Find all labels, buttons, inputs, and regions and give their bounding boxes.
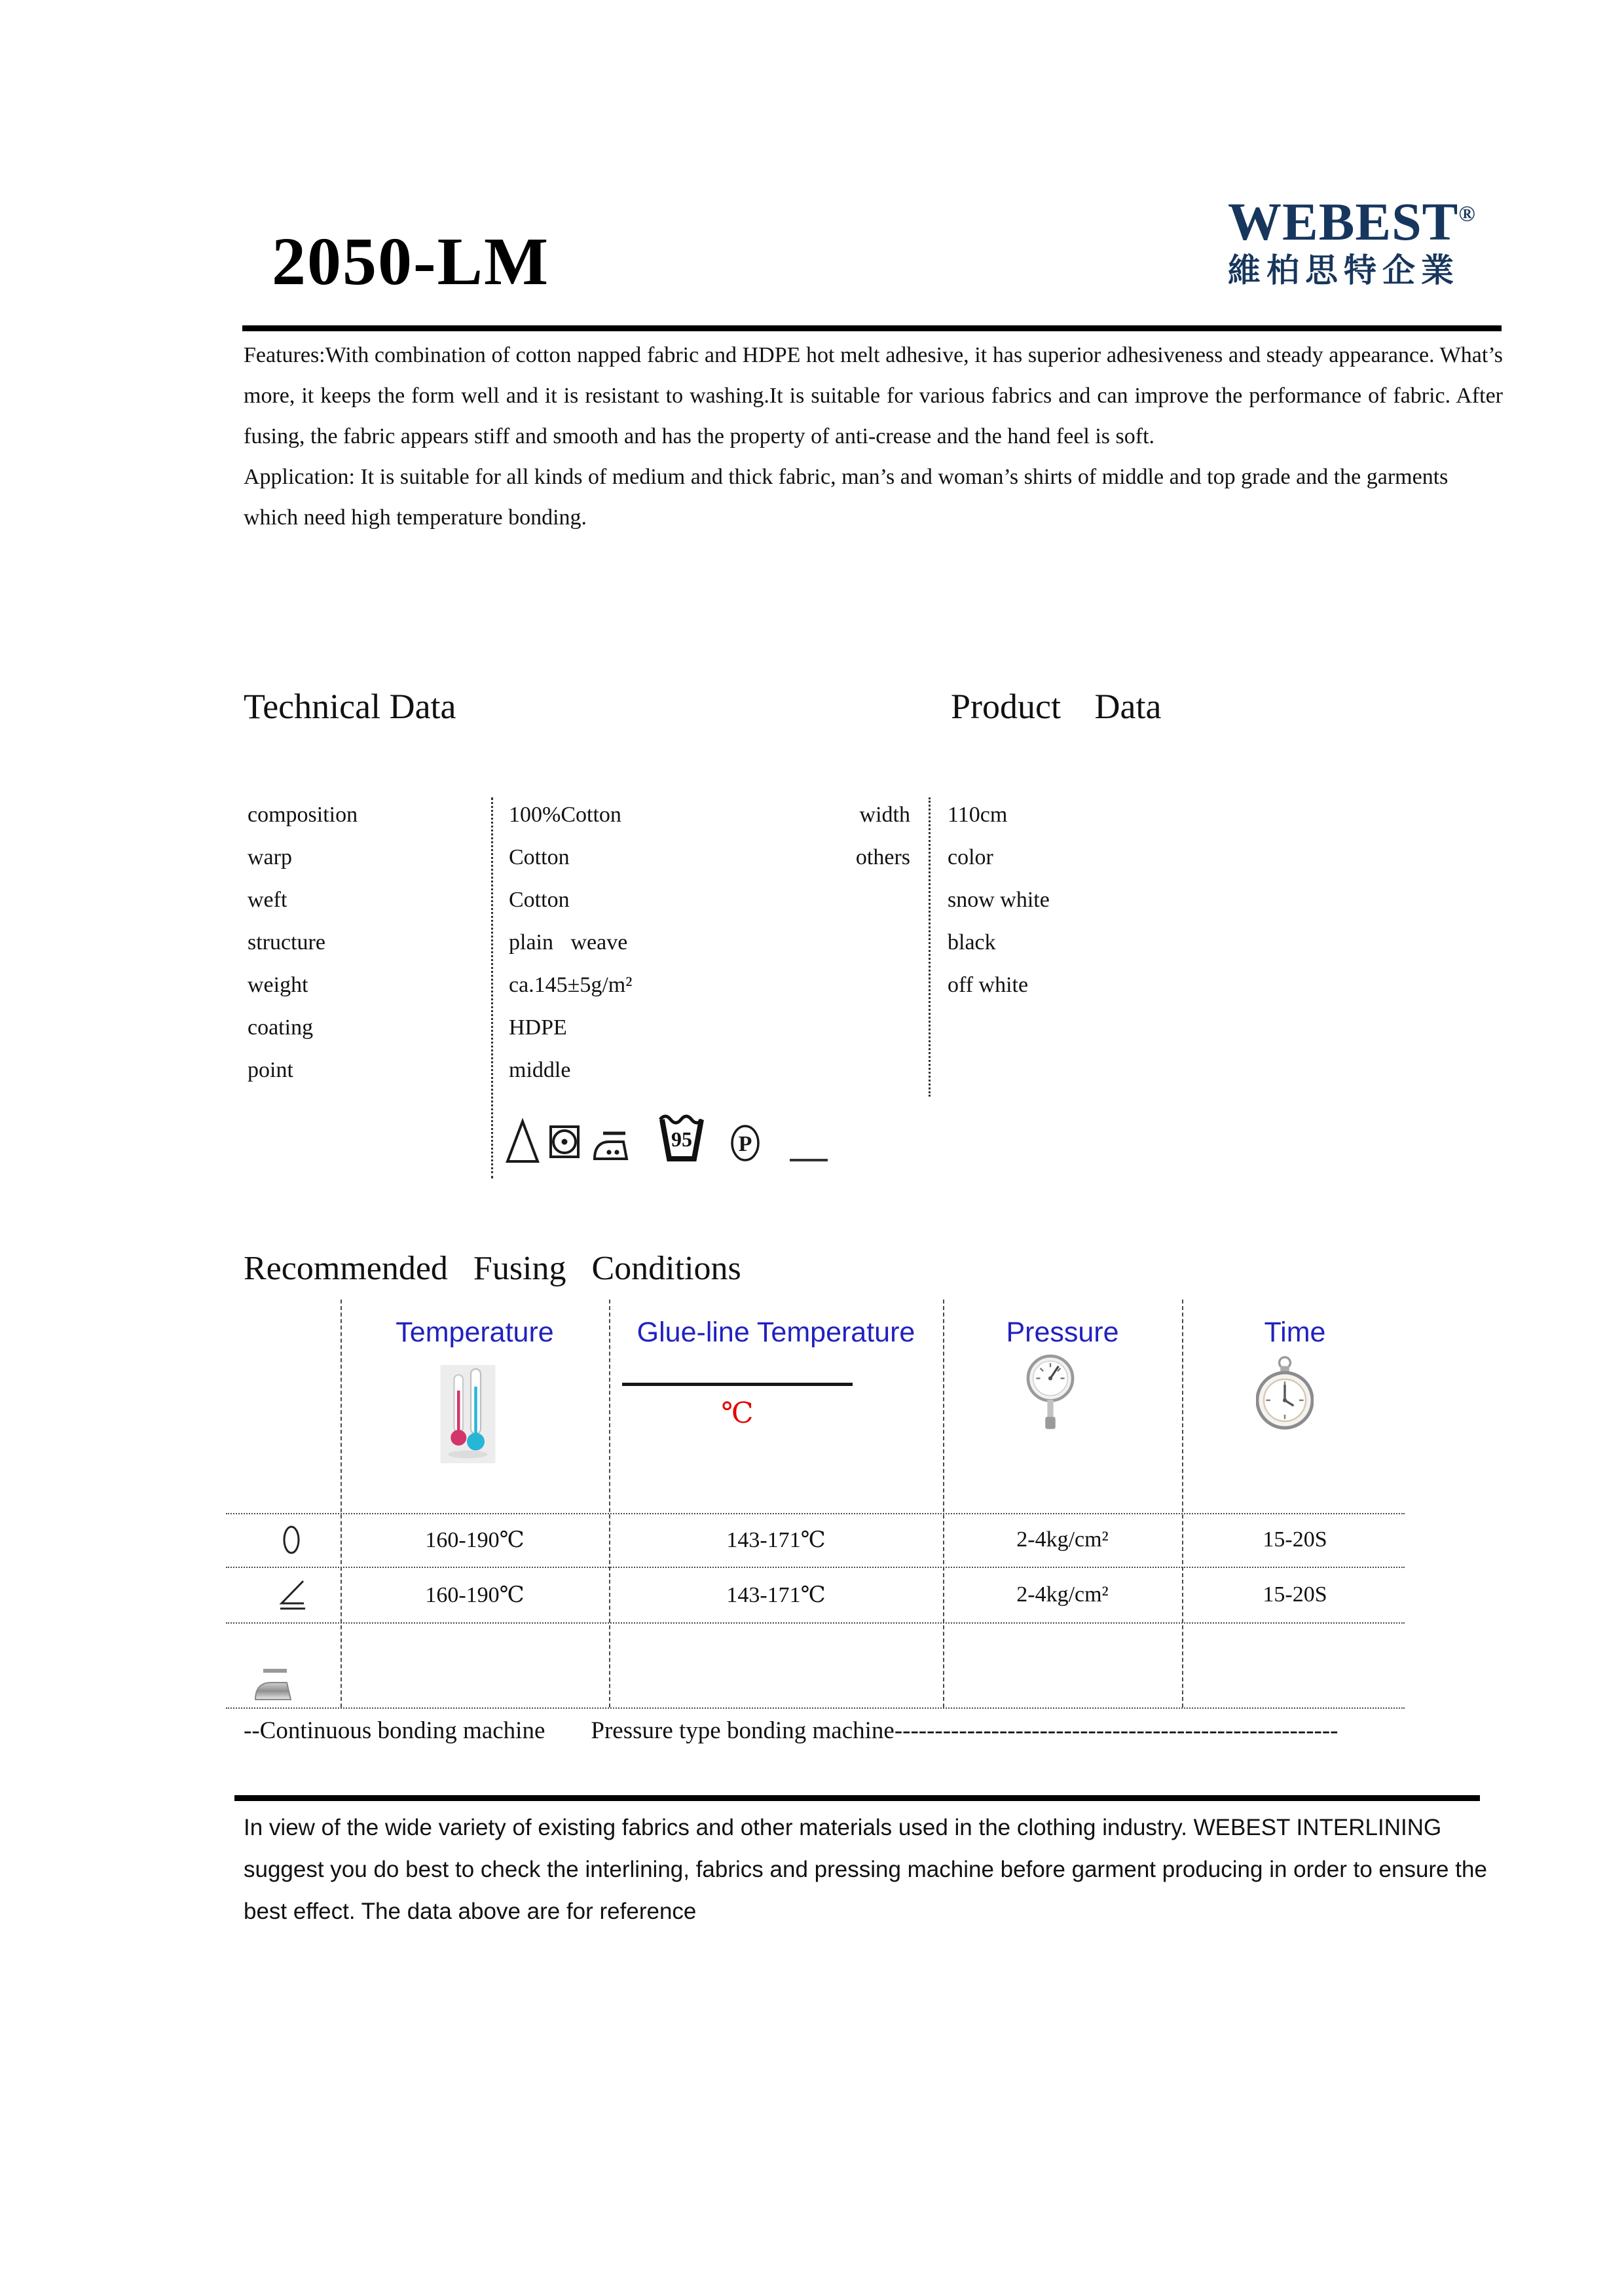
row1-pressure: 2-4kg/cm²	[1016, 1527, 1109, 1552]
product-data-heading: Product Data	[951, 687, 1162, 726]
tech-value: Cotton	[509, 845, 570, 869]
tech-label: weft	[248, 888, 287, 912]
product-code-title: 2050-LM	[272, 224, 550, 299]
row2-time: 15-20S	[1263, 1582, 1327, 1607]
header-divider-rule	[242, 325, 1502, 331]
tech-label: composition	[248, 803, 358, 827]
logo-brand-text: WEBEST	[1228, 192, 1459, 251]
fusing-col-divider	[341, 1300, 342, 1707]
tumble-dry-icon	[549, 1121, 580, 1163]
product-label-others: others	[855, 845, 910, 869]
product-value: off white	[948, 973, 1029, 997]
glue-line-blank-rule	[622, 1383, 853, 1386]
fusing-col-divider	[1182, 1300, 1183, 1707]
hand-iron-icon	[250, 1666, 296, 1704]
oval-symbol-icon	[280, 1523, 303, 1557]
row1-machine-symbol	[242, 1513, 341, 1567]
features-paragraph: Features:With combination of cotton napped fabric and HDPE hot melt adhesive, it has superior adhesiveness and steady appearance. What’s more, it keeps the form well and it is resistant to washing.It is suitable for various fabrics and can improve the performance of fabric. After fusing, the fabric appears stiff and smooth and has the property of anti-crease and the hand feel is soft.	[244, 343, 1503, 448]
logo-wordmark	[1228, 192, 1509, 251]
row1-glue-temp: 143-171℃	[726, 1528, 826, 1552]
company-logo	[1228, 192, 1509, 289]
technical-data-heading: Technical Data	[244, 687, 456, 726]
tech-label: warp	[248, 845, 292, 869]
footer-disclaimer: In view of the wide variety of existing fabrics and other materials used in the clothing industry. WEBEST INTERLINING suggest you do best to check the interlining, fabrics and pressing machine before garment producing in order to ensure the best effect. The data above are for reference	[244, 1815, 1487, 1924]
row1-time: 15-20S	[1263, 1527, 1327, 1552]
tech-table-divider-left	[491, 797, 493, 1178]
care-symbols-row	[506, 1108, 828, 1165]
tech-value: HDPE	[509, 1015, 567, 1040]
tech-value-column	[509, 793, 738, 1091]
fusing-col-divider	[943, 1300, 944, 1707]
row2-temperature: 160-190℃	[425, 1582, 525, 1607]
thermometer-icon	[440, 1365, 496, 1463]
product-label-width: width	[859, 803, 910, 827]
bleach-triangle-icon	[506, 1117, 540, 1165]
col-header-temperature: Temperature	[396, 1316, 554, 1348]
dry-clean-p-icon	[729, 1123, 761, 1163]
product-value: color	[948, 845, 993, 869]
col-header-time: Time	[1264, 1316, 1326, 1348]
tech-label: coating	[248, 1015, 314, 1040]
application-paragraph: Application: It is suitable for all kinds of medium and thick fabric, man’s and woman’s shirts of middle and top grade and the garments which need high temperature bonding.	[244, 465, 1449, 530]
fusing-row-divider	[226, 1622, 1405, 1624]
stopwatch-icon	[1256, 1354, 1314, 1431]
angle-symbol-icon	[276, 1578, 306, 1612]
product-label-column	[740, 793, 910, 879]
row1-temperature: 160-190℃	[425, 1528, 525, 1552]
row2-glue-temp: 143-171℃	[726, 1582, 826, 1607]
tech-label: weight	[248, 973, 308, 997]
dry-clean-letter: P	[738, 1132, 752, 1156]
tech-label: point	[248, 1058, 293, 1082]
tech-label: structure	[248, 930, 325, 955]
product-value-column	[948, 793, 1223, 1006]
caption-continuous: --Continuous bonding machine	[244, 1717, 545, 1744]
underscore-line-icon	[790, 1152, 828, 1161]
pressure-gauge-icon	[1025, 1350, 1076, 1435]
tech-table-divider-right	[929, 797, 931, 1097]
iron-two-dots-icon	[592, 1126, 630, 1164]
wash-temp-text: 95	[671, 1127, 692, 1151]
registered-trademark-icon: ®	[1458, 202, 1476, 227]
footer-divider-rule	[234, 1795, 1480, 1801]
celsius-unit-label: ℃	[721, 1397, 754, 1429]
row2-machine-symbol	[242, 1567, 341, 1622]
row2-pressure: 2-4kg/cm²	[1016, 1582, 1109, 1607]
tech-value: Cotton	[509, 888, 570, 912]
col-header-pressure: Pressure	[1006, 1316, 1119, 1348]
fusing-col-divider	[609, 1300, 610, 1707]
tech-value: ca.145±5g/m²	[509, 973, 633, 997]
tech-value: middle	[509, 1058, 571, 1082]
tech-value: plain weave	[509, 930, 628, 955]
tech-label-column	[248, 793, 483, 1091]
product-value: 110cm	[948, 803, 1008, 827]
fusing-table-caption	[244, 1717, 1338, 1745]
tech-value: 100%Cotton	[509, 803, 621, 827]
product-value: black	[948, 930, 996, 955]
glue-line-header-detail	[622, 1383, 853, 1430]
caption-dashes: -------------------------------------------------------	[894, 1717, 1338, 1744]
product-value: snow white	[948, 888, 1050, 912]
wash-95-icon	[657, 1110, 706, 1165]
intro-block	[244, 335, 1503, 538]
fusing-conditions-heading: Recommended Fusing Conditions	[244, 1250, 741, 1287]
col-header-glue-line: Glue-line Temperature	[637, 1316, 915, 1348]
fusing-row-divider	[226, 1707, 1405, 1709]
logo-chinese-text: 維柏思特企業	[1228, 252, 1460, 289]
caption-pressure-type: Pressure type bonding machine	[591, 1717, 895, 1744]
